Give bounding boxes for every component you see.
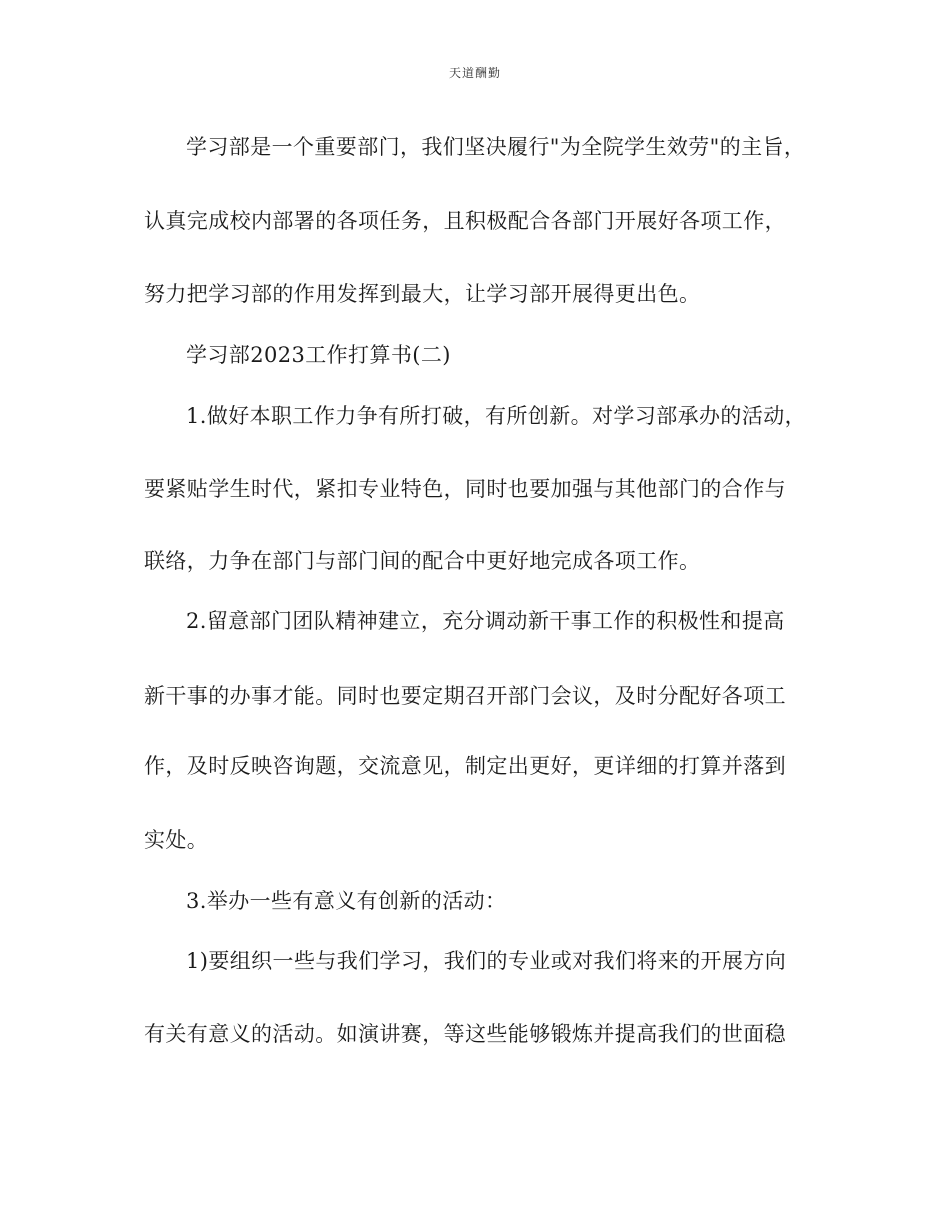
paragraph-line: 要紧贴学生时代，紧扣专业特色，同时也要加强与其他部门的合作与	[144, 477, 786, 501]
paragraph-line: 1.做好本职工作力争有所打破，有所创新。对学习部承办的活动，	[186, 404, 807, 428]
paragraph-line: 学习部是一个重要部门，我们坚决履行"为全院学生效劳"的主旨，	[186, 135, 806, 159]
paragraph-line: 3.举办一些有意义有创新的活动：	[186, 889, 507, 913]
paragraph-line: 作，及时反映咨询题，交流意见，制定出更好，更详细的打算并落到	[144, 754, 786, 778]
paragraph-line: 新干事的办事才能。同时也要定期召开部门会议，及时分配好各项工	[144, 684, 786, 708]
paragraph-line: 实处。	[144, 828, 209, 852]
paragraph-line: 有关有意义的活动。如演讲赛，等这些能够锻炼并提高我们的世面稳	[144, 1022, 786, 1046]
paragraph-line: 1)要组织一些与我们学习，我们的专业或对我们将来的开展方向	[186, 949, 787, 973]
paragraph-line: 联络，力争在部门与部门间的配合中更好地完成各项工作。	[144, 549, 701, 573]
paragraph-line: 认真完成校内部署的各项任务，且积极配合各部门开展好各项工作，	[144, 209, 786, 233]
paragraph-line: 努力把学习部的作用发挥到最大，让学习部开展得更出色。	[144, 282, 701, 306]
page-header: 天道酬勤	[448, 66, 501, 80]
section-heading: 学习部2023工作打算书(二)	[186, 343, 451, 367]
paragraph-line: 2.留意部门团队精神建立，充分调动新干事工作的积极性和提高	[186, 609, 785, 633]
